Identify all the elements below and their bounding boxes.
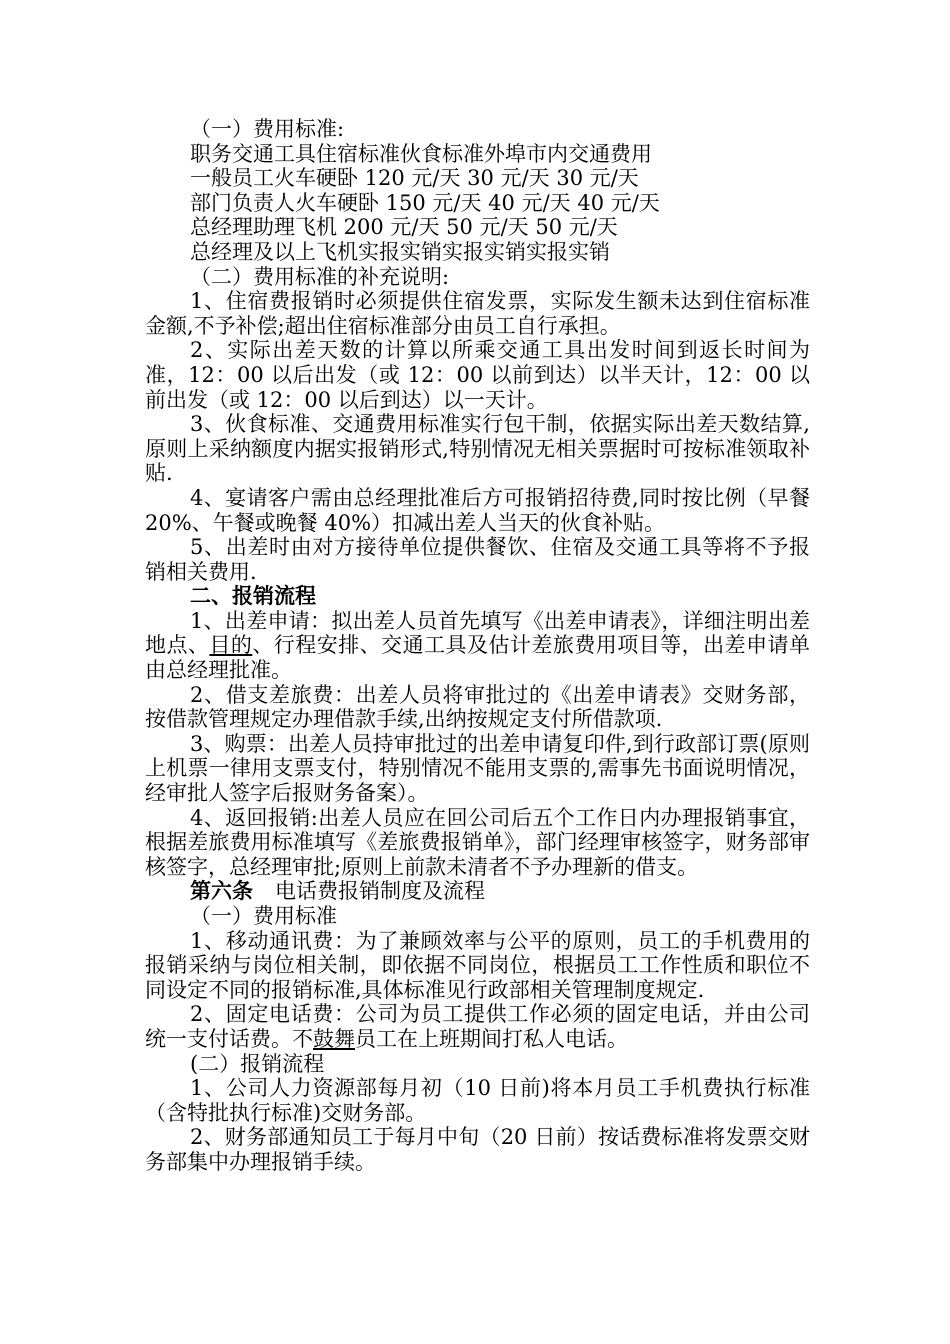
article-number: 第六条 [190, 878, 253, 904]
fee-row-gm-and-above: 总经理及以上飞机实报实销实报实销实报实销 [190, 239, 610, 264]
text-run: 2、固定电话费：公司为员工提供工作必须的固定电话，并由公司统一支付话费。不 [145, 1002, 810, 1051]
paragraph-hr-monthly: 1、公司人力资源部每月初（10 日前)将本月员工手机费执行标准（含特批执行标准)交财务部。 [145, 1076, 810, 1125]
paragraph-landline-fee [145, 1002, 810, 1051]
section-heading-fee-standard: （一）费用标准: [190, 117, 345, 141]
text-run: 员工在上班期间打私人电话。 [355, 1026, 628, 1051]
fee-row-department-head: 部门负责人火车硬卧 150 元/天 40 元/天 40 元/天 [190, 190, 660, 215]
paragraph-return-reimbursement: 4、返回报销:出差人员应在回公司后五个工作日内办理报销事宜，根据差旅费用标准填写《差旅费报销单》，部门经理审核签字，财务部审核签字，总经理审批;原则上前款未清者不予办理新的借支。 [145, 805, 810, 879]
text-run: 、行程安排、交通工具及估计差旅费用项目等，出差申请单由总经理批准。 [145, 633, 811, 683]
paragraph-meal-standard: 3、伙食标准、交通费用标准实行包干制，依据实际出差天数结算,原则上采纳额度内据实报销形式,特别情况无相关票据时可按标准领取补贴. [145, 412, 810, 486]
paragraph-entertainment: 4、宴请客户需由总经理批准后方可报销招待费,同时按比例（早餐 20%、午餐或晚餐 40%）扣减出差人当天的伙食补贴。 [145, 485, 810, 535]
paragraph-mobile-fee: 1、移动通讯费：为了兼顾效率与公平的原则，员工的手机费用的报销采纳与岗位相关制，即依据不同岗位，根据员工工作性质和职位不同设定不同的报销标准,具体标准见行政部相关管理制度规定. [145, 928, 810, 1002]
underlined-word-encourage: 鼓舞 [313, 1026, 355, 1051]
fee-row-general-staff: 一般员工火车硬卧 120 元/天 30 元/天 30 元/天 [190, 166, 639, 191]
text-run: 1、出差申请：拟出差人员首先填写《出差申请表》，详细注明出差地点、 [145, 608, 810, 658]
section-heading-reimbursement-process: 二、报销流程 [190, 583, 316, 609]
paragraph-finance-notice: 2、财务部通知员工于每月中旬（20 日前）按话费标准将发票交财务部集中办理报销手续。 [145, 1125, 810, 1174]
document-body [145, 117, 810, 1175]
paragraph-travel-days: 2、实际出差天数的计算以所乘交通工具出发时间到返长时间为准，12：00 以后出发（或 12：00 以前到达）以半天计，12：00 以前出发（或 12：00 以后到达）以一天计。 [145, 338, 810, 412]
paragraph-travel-application [145, 609, 810, 683]
section-heading-phone-fee-standard: （一）费用标准 [190, 904, 337, 928]
article-title: 电话费报销制度及流程 [275, 879, 485, 904]
fee-row-gm-assistant: 总经理助理飞机 200 元/天 50 元/天 50 元/天 [190, 215, 618, 240]
paragraph-advance-loan: 2、借支差旅费：出差人员将审批过的《出差申请表》交财务部，按借款管理规定办理借款手续,出纳按规定支付所借款项. [145, 682, 810, 732]
section-heading-supplement: （二）费用标准的补充说明: [190, 264, 450, 289]
section-heading-phone-process: (二）报销流程 [190, 1051, 325, 1076]
fee-table-header: 职务交通工具住宿标准伙食标准外埠市内交通费用 [190, 141, 652, 166]
article-six-heading [145, 879, 810, 904]
underlined-word-purpose: 目的 [209, 633, 253, 658]
paragraph-lodging: 1、住宿费报销时必须提供住宿发票，实际发生额未达到住宿标准金额,不予补偿;超出住宿标准部分由员工自行承担。 [145, 289, 810, 338]
paragraph-ticket-purchase: 3、购票：出差人员持审批过的出差申请复印件,到行政部订票(原则上机票一律用支票支付，特别情况不能用支票的,需事先书面说明情况，经审批人签字后报财务备案）。 [145, 731, 810, 806]
paragraph-host-provided: 5、出差时由对方接待单位提供餐饮、住宿及交通工具等将不予报销相关费用. [145, 535, 810, 584]
